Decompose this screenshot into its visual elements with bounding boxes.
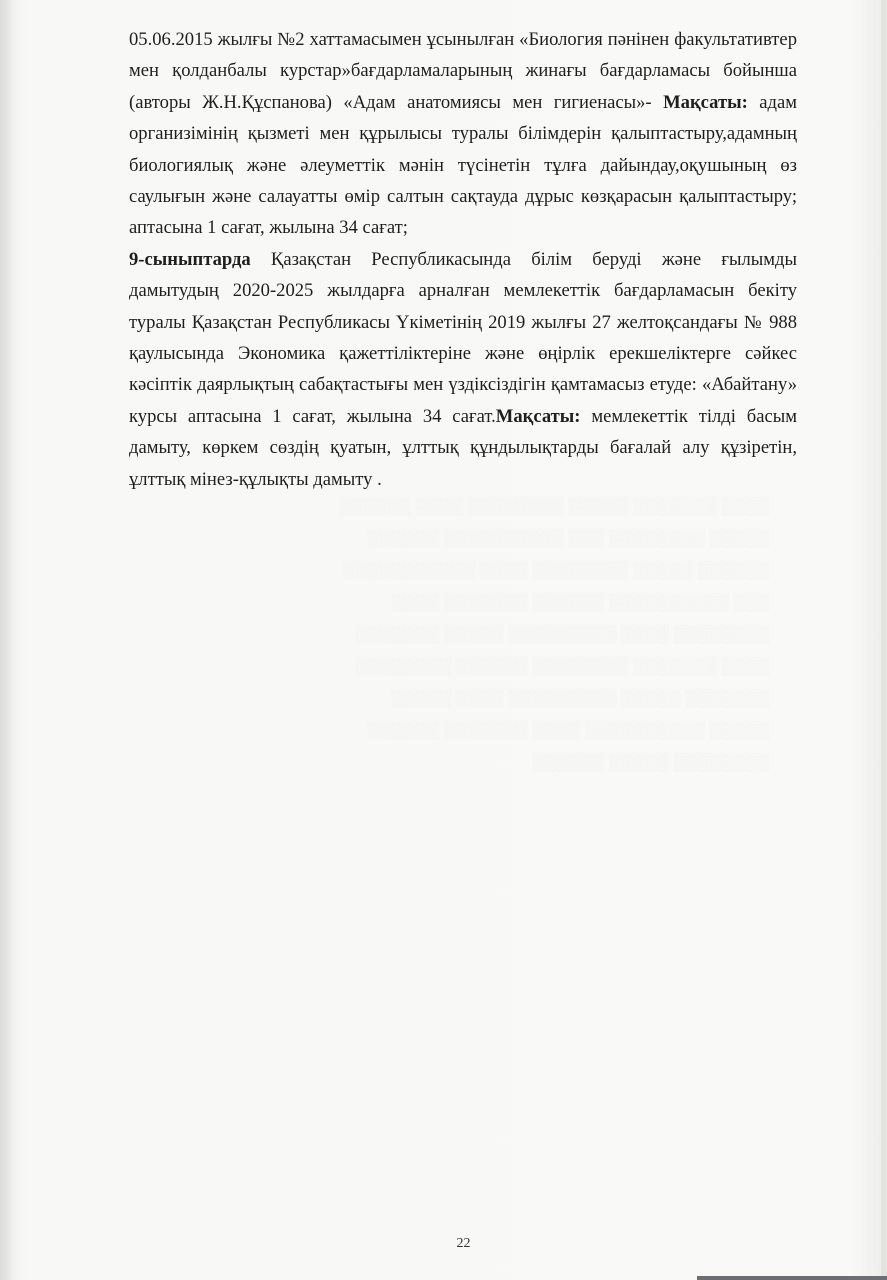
course-intro-text: 05.06.2015 жылғы №2 хаттамасымен ұсынылған «Биология пәнінен факультативтер мен қолданбалы курстар»бағдарламаларының жинағы бағдарламасы бойынша (авторы Ж.Н.Құспанова) «Адам анатомиясы мен гигиенасы»-	[129, 29, 797, 113]
scan-shadow-right	[881, 0, 887, 1280]
goal-label: Мақсаты:	[495, 405, 581, 427]
goal-text: мемлекеттік тілді басым дамыту, көркем сөздің қуатын, ұлттық құндылықтарды бағалай алу құзіретін, ұлттық мінез-құлықты дамыту .	[129, 405, 797, 490]
paragraph-abaitanu-course	[129, 244, 797, 495]
scan-shadow-left	[0, 0, 14, 1280]
goal-text: адам организімінің қызметі мен құрылысы туралы білімдерін қалыптастыру,адамның биологиялық және әлеуметтік мәнін түсінетін тұлға дайындау,оқушының өз саулығын және салауатты өмір салтын сақтауда дұрыс көзқарасын қалыптастыру; аптасына 1 сағат, жылына 34 сағат;	[129, 91, 797, 239]
page-number: 22	[456, 1236, 471, 1251]
goal-label: Мақсаты:	[663, 91, 748, 113]
reverse-side-bleed-through: ░░░░ ░░░░░░░ ░░░░░ ░░░░░░░░ ░░░░ ░░░░░░ ░░░░░ ░░░░░░░░ ░░░ ░░░░░░░░░░ ░░░░░░ ░░░░░░ ░░░░░ ░░░░░░░░ ░░░░ ░░░░░░░░░░░ ░░░ ░░░░░░░░░░ ░░░░░░ ░░░░░░░ ░░░░ ░░░░░░░░ ░░░░ ░░░░░░░░░ ░░░░░ ░░░░░░░ ░░░░ ░░░░░░░ ░░░░░░░░ ░░░░░░ ░░░░░░░░ ░░░░░░░ ░░░░░ ░░░░░░░░░ ░░░░ ░░░░░ ░░░░░ ░░░░░░░░░░ ░░░░ ░░░░░░░ ░░░░░░ ░░░░░░░░ ░░░░░ ░░░░░░	[339, 496, 770, 771]
scan-edge-strip	[697, 1276, 887, 1280]
course-body-text: Қазақстан Республикасында білім беруді және ғылымды дамытудың 2020-2025 жылдарға арналған мемлекеттік бағдарламасын бекіту туралы Қазақстан Республикасы Үкіметінің 2019 жылғы 27 желтоқсандағы № 988 қаулысында Экономика қажеттіліктеріне және өңірлік ерекшеліктерге сәйкес кәсіптік даярлықтың сабақтастығы мен үздіксіздігін қамтамасыз етуде: «Абайтану» курсы аптасына 1 сағат, жылына 34 сағат.	[129, 248, 797, 427]
grade-label: 9-сыныптарда	[129, 248, 251, 270]
document-body	[129, 24, 797, 495]
paragraph-human-anatomy-course	[129, 24, 797, 244]
